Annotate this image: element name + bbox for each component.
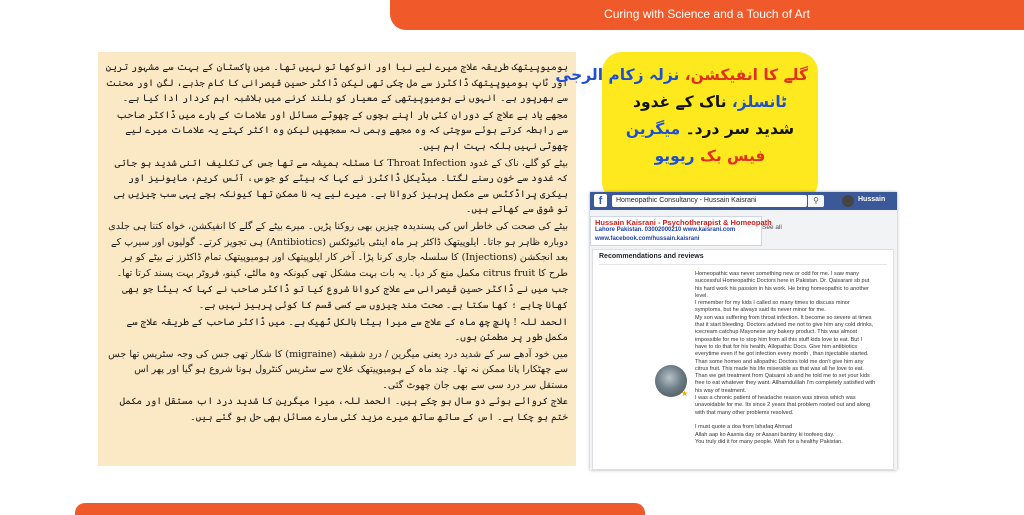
headline-card — [555, 52, 818, 202]
star-icon: ★ — [681, 389, 689, 398]
headline-text: شدید سر درد۔ — [680, 120, 795, 138]
review-line: Than we get treatment from Qaisarni sb and he told me to set your kids — [695, 373, 870, 380]
review-line: I remember for my kids I called so many times to discuss minor — [695, 300, 850, 307]
article-paragraph: جب میں نے ڈاکٹر حسین قیصرانی سے علاج کروانا شروع کیا تو ڈاکٹر صاحب نے کہا کہ بیٹا جو بھی کھانا چاہے ؛ کھا سکتا ہے۔ صحت مند چیزوں سے کسی قسم کا کوئی پرہیز نہیں ہے۔ — [122, 284, 568, 311]
page-card-url: www.facebook.com/hussain.kaisrani — [595, 236, 700, 242]
facebook-screenshot — [590, 192, 897, 470]
article-paragraph: میں خود آدھے سر کے شدید درد یعنی میگرین / دردِ شقیقہ (migraine) کا شکار تھی جس کی وجہ سٹریس تھا جس سے چھٹکارا پانا ممکن نہ تھا۔ چند ماہ کے ہومیوپیتھک علاج سے سٹریس کنٹرول ہونا شروع ہو گیا اور پھر اس مستقل سر درد سی سے بھی جان چھوٹ گئی۔ — [108, 348, 568, 391]
avatar[interactable] — [842, 195, 854, 207]
review-line: his way of treatment. — [695, 387, 747, 394]
review-line: You truly did it for many people. Wish for a healthy Pakistan. — [695, 438, 843, 445]
article-paragraph: ہومیوپیتھک طریقہ علاج میرے لیے نیا اور انوکھا تو نہیں تھا۔ میں پاکستان کے بہت سے مشہور ترین اور ٹاپ ہومیوپیتھک ڈاکٹرز سے مل چکی تھی لیکن ڈاکٹر حسین قیصرانی کا کام جذبے، لگن اور محنت سے بھرپور ہے۔ انہوں نے ہومیوپیتھی کے معیار کو بلند کرنے میں بلاشبہ اہم کردار ادا کیا ہے۔ — [105, 62, 568, 105]
review-line: Than some homeo and allopathic Doctors told me don't give him any — [695, 358, 864, 365]
review-line: unavoidable for me. Its since 2 years that problem rooted out and along — [695, 402, 871, 409]
facebook-top-bar — [590, 192, 897, 210]
review-line: everytime even if he got infection every month , than injectable started. — [695, 351, 869, 358]
see-all-link[interactable]: See all — [762, 224, 782, 231]
recommendations-title: Recommendations and reviews — [599, 253, 704, 260]
headline-line-1 — [555, 62, 808, 89]
headline-text: گلے کا انفیکشن، — [679, 66, 808, 84]
top-banner — [390, 0, 1024, 30]
article-paragraph: بیٹے کی صحت کی خاطر اس کی پسندیدہ چیزیں بھی روکنا پڑیں۔ میرے بیٹے کے گلے کا انفیکشن، خواہ کتنا ہی جلدی دوبارہ ظاہر ہو جاتا۔ ایلوپیتھک ڈاکٹر ہر ماہ اینٹی بائیوٹکس (Antibiotics) ہی تجویز کرتے۔ گولیوں اور سیرپ کے بعد انجکشن (Injections) کا سلسلہ جاری کرنا پڑا۔ آخر کار ایلوپیتھک اور ہومیوپیتھک تمام ڈاکٹرز نے بیٹے کو ہر طرح کا citrus fruit مکمل منع کر دیا۔ یہ بات بہت مشکل تھی کیونکہ وہ مالٹے، کینو، فروٹر بہت پسند کرتا تھا۔ — [108, 220, 568, 279]
review-text — [695, 271, 891, 446]
review-line: symptoms, but he always said its never minor for me. — [695, 307, 826, 314]
review-line: his hard work his passion in his work. He bring homeopathic to another — [695, 285, 869, 292]
recommendations-panel — [592, 249, 894, 470]
headline-text: ناک کے غدود — [632, 93, 727, 111]
article-paragraph: الحمد للہ ! پانچ چھ ماہ کے علاج سے میرا بیٹا بالکل ٹھیک ہے۔ میں ڈاکٹر صاحب کے طریقہ علاج سے مکمل طور پر مطمئن ہوں۔ — [126, 316, 568, 344]
article-paragraph: بیٹے کو گلے، ناک کے غدود Throat Infection کا مسئلہ ہمیشہ سے تھا جس کی تکلیف اتنی شدید ہو جاتی کہ غدود سے خون رسنے لگتا۔ میڈیکل ڈاکٹرز نے کہا کہ بیٹے کو جوس، آئس کریم، مایونیز اور بیکری پراڈکٹس سے مکمل پرہیز کروانا ہے۔ میرے لیے یہ نا ممکن تھا کیونکہ بچے یہی سب چیزیں ہی تو شوق سے کھاتے ہیں۔ — [113, 157, 568, 216]
headline-line-4 — [612, 143, 808, 170]
headline-text: ریویو — [654, 147, 695, 165]
review-line: free to eat whatever they want. Allhamdulilah I'm completely satisfied with — [695, 380, 876, 387]
article-paragraph: علاج کروائے ہوئے دو سال ہو چکے ہیں۔ الحمد للہ، میرا میگرین کا شدید درد اب مستقل اور مکمل ختم ہو چکا ہے۔ اس کے ساتھ ساتھ میرے مزید کئی سارے مسائل بھی حل ہو گئے ہیں۔ — [119, 396, 568, 424]
review-line: Homeopathic was never something new or odd for me. I saw many — [695, 271, 860, 277]
page-card-contact: Lahore Pakistan. 03002000210 www.kaisrani.com — [595, 227, 736, 233]
review-line: with that many other problems resolved. — [695, 409, 794, 416]
review-line: My son was suffering from throat infection. It become so severe at times — [695, 314, 872, 321]
headline-line-2 — [612, 89, 808, 116]
headline-line-3 — [612, 116, 808, 143]
review-line: impossible for me to stop him from all this stuff kids love to eat. But I — [695, 336, 862, 343]
review-line: Allah aap ko Aasnia day or Aasani bantny ki toofeeq day. — [695, 431, 835, 438]
search-input[interactable]: Homeopathic Consultancy - Hussain Kaisrani — [612, 195, 807, 207]
divider — [599, 264, 887, 265]
review-line: I must quote a doa from Ishafaq Ahmad — [695, 424, 793, 431]
headline-text: میگرین — [625, 120, 681, 138]
review-line: level. — [695, 292, 708, 299]
page-card-title: Hussain Kaisrani - Psychotherapist & Homeopath — [595, 218, 772, 227]
bottom-accent-bar — [75, 503, 645, 515]
article-paragraph: مجھے یاد ہے علاج کے دوران کئی بار اپنے بچوں کے چھوٹے مسائل اور علامات کے بارے میں ڈاکٹر صاحب سے رابطہ کرتے ہوئے سوچتی کہ وہ مجھے وہمی نہ سمجھیں لیکن وہ اکثر کہتے یہ علامات میرے لیے چھوٹی نہیں بلکہ بہت اہم ہیں۔ — [116, 109, 568, 152]
facebook-logo-icon[interactable]: f — [594, 194, 607, 207]
review-line: icecream catchup Mayonese any bakery product. This was almost — [695, 329, 858, 336]
review-line: that it start bleeding. Doctors advised me not to give him any cold drinks, — [695, 322, 874, 329]
review-line: have to do that for his health. Allopathic Docs. Give him antibiotics — [695, 343, 858, 350]
review-line: successful Homeopathic Doctors here in Pakistan. Dr. Qaisarani sb put — [695, 278, 870, 285]
headline-text: نزلہ زکام الرجی — [555, 66, 680, 84]
headline-text: فیس بک — [694, 147, 766, 165]
headline-text: ٹانسلز، — [726, 93, 788, 111]
search-icon[interactable]: ⚲ — [808, 195, 824, 207]
review-line: I was a chronic patient of headache reason was stress which was — [695, 395, 856, 402]
review-line — [695, 417, 891, 424]
urdu-article — [98, 52, 576, 466]
user-name[interactable]: Hussain — [858, 196, 886, 203]
review-line: citrus fruit. This made his life miserable as that was all he love to eat. — [695, 365, 864, 372]
banner-tagline: Curing with Science and a Touch of Art — [604, 7, 810, 21]
